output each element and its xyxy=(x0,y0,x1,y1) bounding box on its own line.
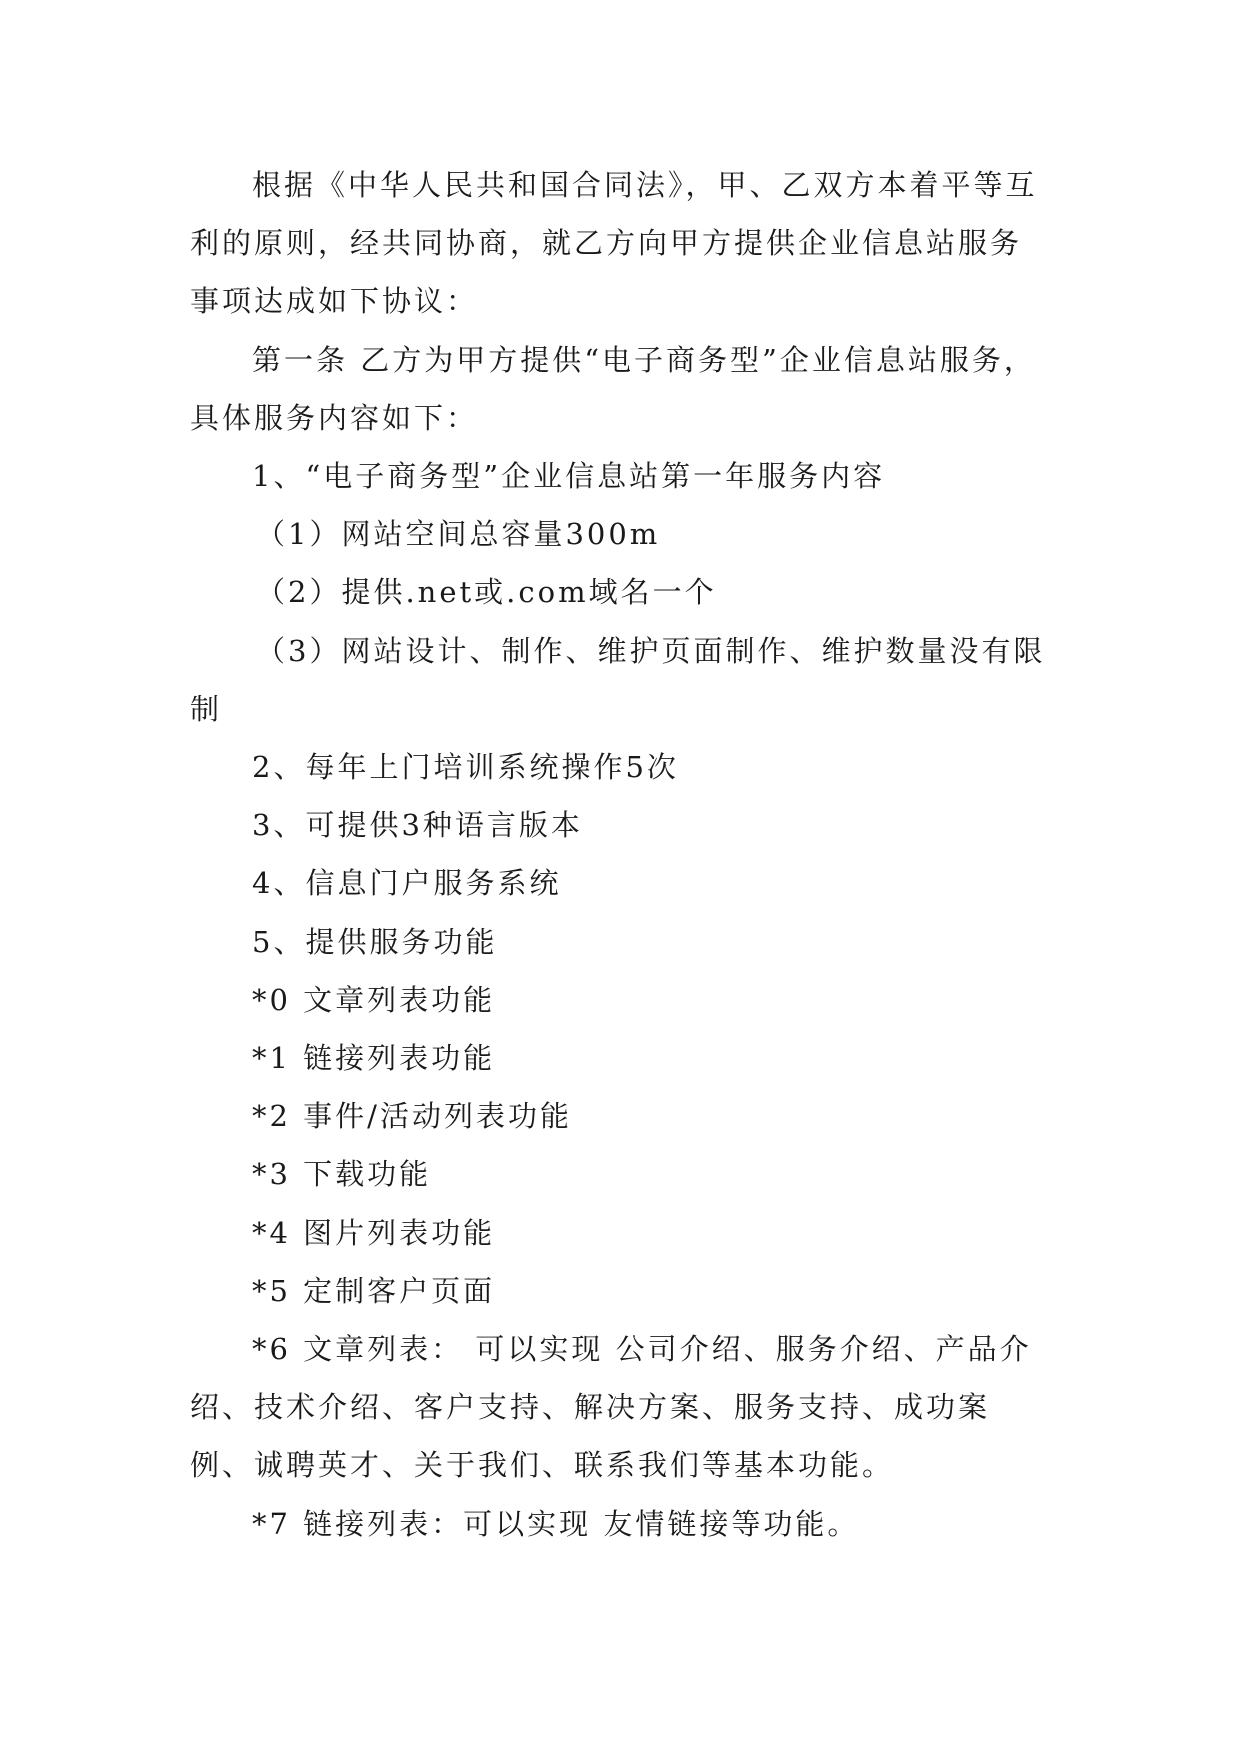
paragraph-preamble: 根据《中华人民共和国合同法》，甲、乙双方本着平等互利的原则，经共同协商，就乙方向甲方提供企业信息站服务事项达成如下协议： xyxy=(190,168,1038,319)
paragraph-subitem-1: （1）网站空间总容量300m xyxy=(256,517,661,552)
paragraph-article-1: 第一条 乙方为甲方提供“电子商务型”企业信息站服务，具体服务内容如下： xyxy=(190,342,1036,435)
paragraph-subitem-2: （2）提供.net或.com域名一个 xyxy=(256,575,717,610)
paragraph-item-3: 3、可提供3种语言版本 xyxy=(252,808,583,843)
paragraph-subitem-3: （3）网站设计、制作、维护页面制作、维护数量没有限制 xyxy=(190,633,1046,726)
paragraph-item-5: 5、提供服务功能 xyxy=(252,924,498,959)
paragraph-feature-6: *6 文章列表： 可以实现 公司介绍、服务介绍、产品介绍、技术介绍、客户支持、解决方案、服务支持、成功案例、诚聘英才、关于我们、联系我们等基本功能。 xyxy=(190,1332,1032,1483)
paragraph-feature-0: *0 文章列表功能 xyxy=(252,982,496,1017)
paragraph-item-2: 2、每年上门培训系统操作5次 xyxy=(252,750,679,785)
paragraph-feature-3: *3 下载功能 xyxy=(252,1157,432,1192)
paragraph-feature-7: *7 链接列表：可以实现 友情链接等功能。 xyxy=(252,1506,860,1541)
document-body xyxy=(190,156,1050,1553)
paragraph-feature-4: *4 图片列表功能 xyxy=(252,1215,496,1250)
paragraph-feature-2: *2 事件/活动列表功能 xyxy=(252,1099,572,1134)
paragraph-feature-1: *1 链接列表功能 xyxy=(252,1041,496,1076)
paragraph-feature-5: *5 定制客户页面 xyxy=(252,1273,496,1308)
paragraph-item-1: 1、“电子商务型”企业信息站第一年服务内容 xyxy=(252,459,886,494)
paragraph-item-4: 4、信息门户服务系统 xyxy=(252,866,562,901)
